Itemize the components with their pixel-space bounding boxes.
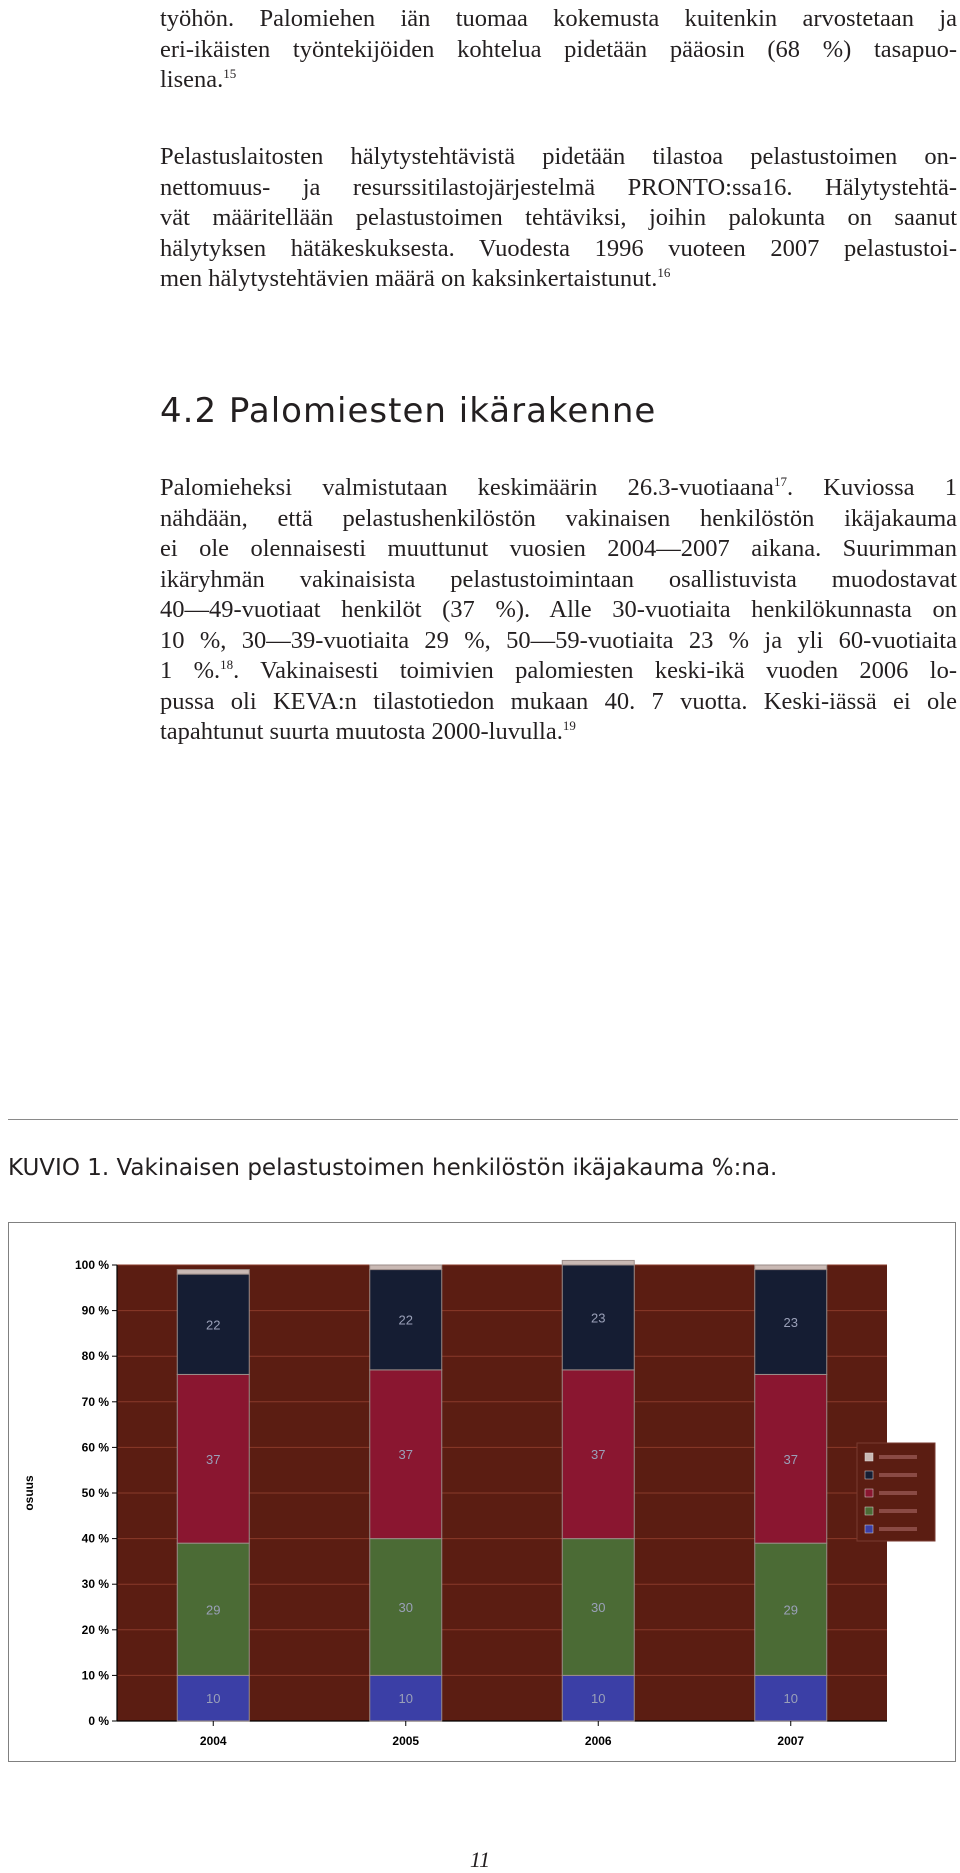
data-label: 29 <box>783 1602 798 1618</box>
legend-entry-text-blur <box>879 1473 917 1477</box>
text-line: Pelastuslaitosten hälytystehtävistä pidetään tilastoa pelastustoimen on- <box>160 143 957 170</box>
data-label: 10 <box>591 1691 606 1707</box>
y-tick-label: 70 % <box>81 1394 109 1409</box>
data-label: 23 <box>783 1315 798 1330</box>
legend-swatch <box>865 1453 873 1461</box>
bar-segment <box>755 1265 827 1270</box>
data-label: 30 <box>591 1600 606 1615</box>
data-label: 10 <box>783 1691 798 1707</box>
data-label: 37 <box>783 1451 798 1467</box>
text-line <box>160 656 957 687</box>
data-label: 22 <box>398 1312 413 1328</box>
y-tick-label: 100 % <box>74 1258 109 1272</box>
legend-entry-text-blur <box>879 1491 917 1495</box>
text-line: ei ole olennaisesti muuttunut vuosien 2004—2007 aikana. Suurimman <box>160 535 957 562</box>
footnote-ref: 18 <box>220 656 234 672</box>
footnote-ref: 17 <box>773 473 787 489</box>
text-line <box>160 717 957 748</box>
legend-entry-text-blur <box>879 1527 917 1531</box>
y-tick-label: 90 % <box>81 1303 109 1318</box>
text-line <box>160 65 957 96</box>
y-tick-label: 30 % <box>81 1577 109 1592</box>
y-tick-label: 10 % <box>81 1668 109 1683</box>
figure-caption: KUVIO 1. Vakinaisen pelastustoimen henkilöstön ikäjakauma %:na. <box>8 1155 778 1181</box>
text-line-content: . Vakinaisesti toimivien palomiesten keski-ikä vuoden 2006 lo- <box>233 657 957 684</box>
text-line: pussa oli KEVA:n tilastotiedon mukaan 40. 7 vuotta. Keski-iässä ei ole <box>160 687 957 715</box>
divider <box>8 1119 958 1120</box>
x-tick-label: 2007 <box>777 1734 805 1748</box>
legend-entry-text-blur <box>879 1455 917 1459</box>
data-label: 37 <box>206 1451 221 1467</box>
data-label: 23 <box>591 1310 606 1326</box>
x-tick-label: 2004 <box>199 1734 227 1748</box>
data-label: 22 <box>206 1317 221 1333</box>
legend-swatch <box>865 1507 873 1515</box>
data-label: 10 <box>398 1691 413 1707</box>
bar-segment <box>177 1270 249 1275</box>
stacked-bar-chart <box>9 1223 955 1761</box>
text-line <box>160 473 957 504</box>
text-line: ikäryhmän vakinaisista pelastustoimintaan osallistuvista muodostavat <box>160 565 957 593</box>
text-line: työhön. Palomiehen iän tuomaa kokemusta kuitenkin arvostetaan ja <box>160 5 957 32</box>
text-line: 40—49-vuotiaat henkilöt (37 %). Alle 30-vuotiaita henkilökunnasta on <box>160 596 957 623</box>
text-line: nähdään, että pelastushenkilöstön vakinaisen henkilöstön ikäjakauma <box>160 504 957 532</box>
text-line-content: men hälytystehtävien määrä on kaksinkertaistunut. <box>160 265 658 292</box>
paragraph-3 <box>160 473 957 748</box>
paragraph-1 <box>160 4 957 96</box>
legend-entry-text-blur <box>879 1509 917 1513</box>
bar-segment <box>562 1260 634 1265</box>
data-label: 10 <box>206 1691 221 1707</box>
x-tick-label: 2005 <box>392 1734 420 1748</box>
paragraph-2 <box>160 142 957 295</box>
data-label: 37 <box>398 1447 413 1463</box>
text-line: vät määritellään pelastustoimen tehtäviksi, joihin palokunta on saanut <box>160 204 957 231</box>
data-label: 29 <box>206 1602 221 1618</box>
y-tick-label: 0 % <box>88 1714 109 1728</box>
section-heading: 4.2 Palomiesten ikärakenne <box>160 391 657 431</box>
y-tick-label: 50 % <box>81 1486 109 1500</box>
text-line-content: lisena. <box>160 66 224 93</box>
y-tick-label: 20 % <box>81 1622 109 1637</box>
text-line <box>160 264 957 295</box>
y-tick-label: 40 % <box>81 1531 109 1546</box>
y-tick-label: 80 % <box>81 1349 109 1364</box>
data-label: 37 <box>591 1447 606 1463</box>
text-line: nettomuus- ja resurssitilastojärjestelmä PRONTO:ssa16. Hälytystehtä- <box>160 173 957 201</box>
text-line-content: Palomieheksi valmistutaan keskimäärin 26.3-vuotiaana <box>160 474 774 501</box>
data-label: 30 <box>398 1600 413 1615</box>
text-line: eri-ikäisten työntekijöiden kohtelua pidetään pääosin (68 %) tasapuo- <box>160 35 957 63</box>
text-line-content: . Kuviossa 1 <box>786 474 957 501</box>
footnote-ref: 16 <box>657 264 671 280</box>
footnote-ref: 19 <box>562 717 576 733</box>
chart-container <box>8 1222 956 1762</box>
page-number: 11 <box>469 1847 491 1872</box>
bar-segment <box>370 1265 442 1270</box>
text-line: hälytyksen hätäkeskuksesta. Vuodesta 1996 vuoteen 2007 pelastustoi- <box>160 234 957 262</box>
legend-swatch <box>865 1489 873 1497</box>
text-line-content: tapahtunut suurta muutosta 2000-luvulla. <box>160 718 563 745</box>
text-line: 10 %, 30—39-vuotiaita 29 %, 50—59-vuotiaita 23 % ja yli 60-vuotiaita <box>160 626 957 654</box>
text-line-content: 1 %. <box>160 657 221 684</box>
legend-swatch <box>865 1525 873 1533</box>
x-tick-label: 2006 <box>584 1734 612 1748</box>
y-tick-label: 60 % <box>81 1440 109 1455</box>
y-axis-label: osuus <box>22 1475 36 1511</box>
footnote-ref: 15 <box>223 65 237 81</box>
legend-swatch <box>865 1471 873 1479</box>
